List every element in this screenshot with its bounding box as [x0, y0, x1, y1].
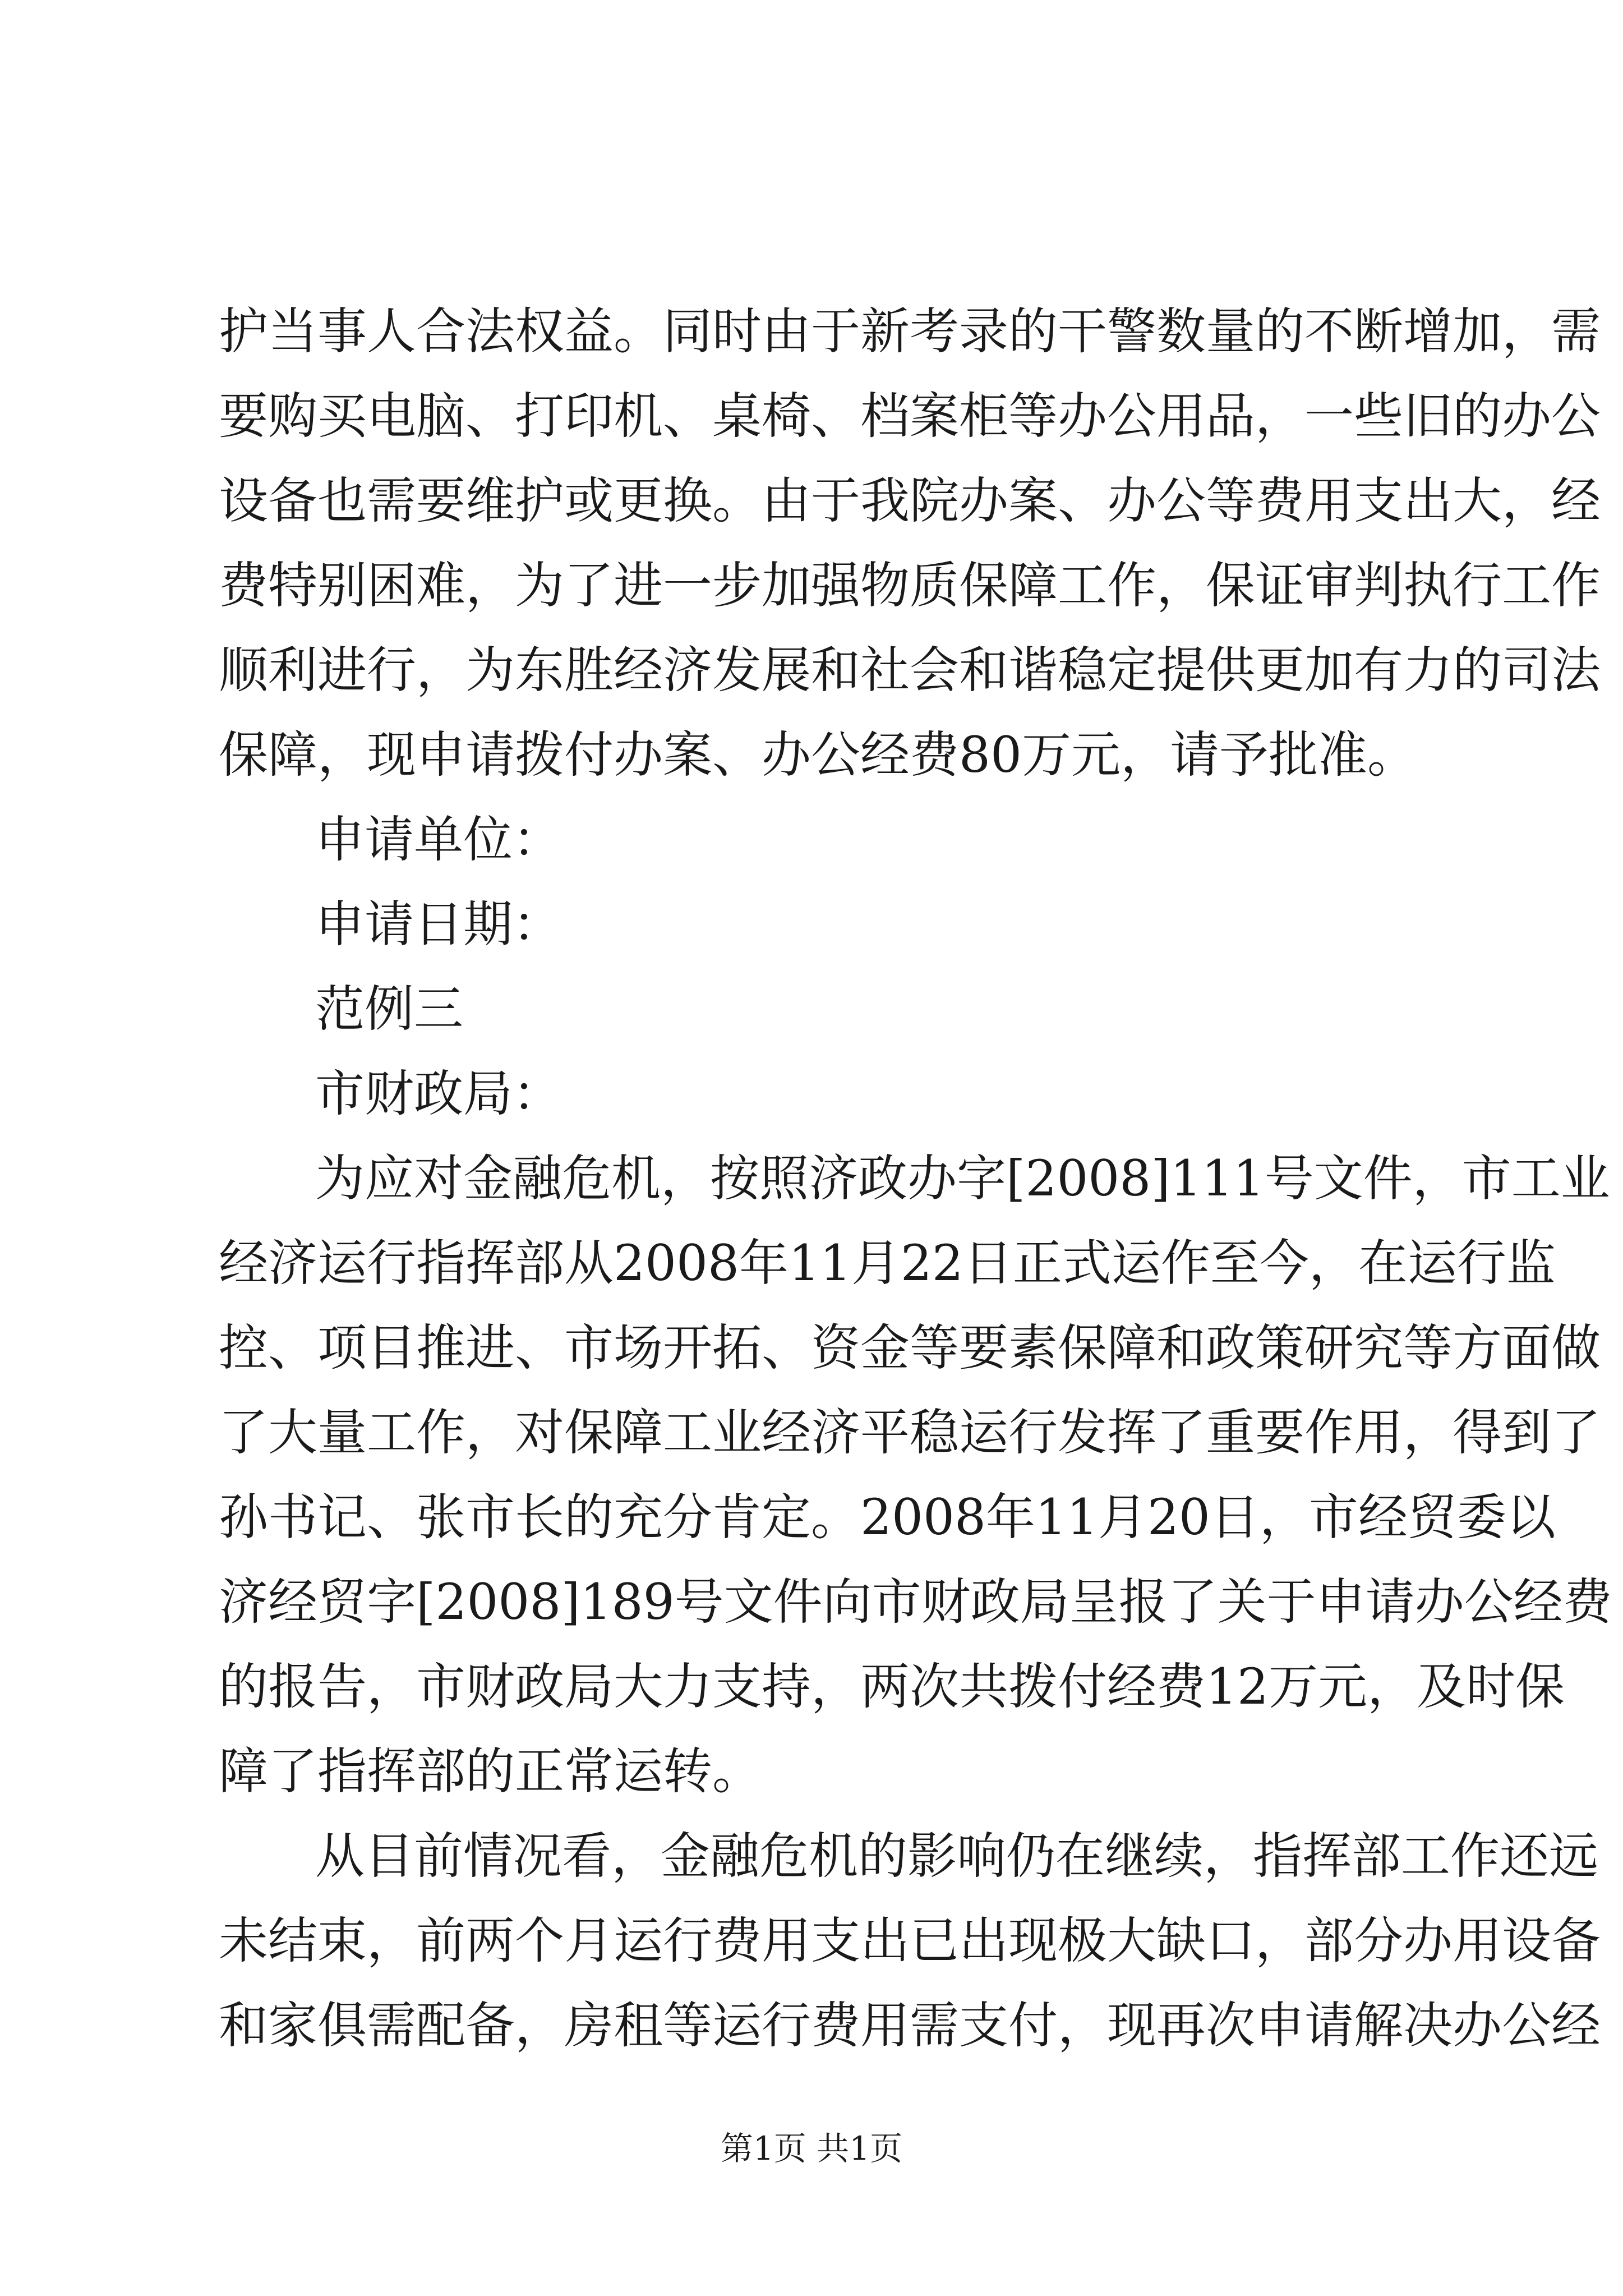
section-heading: 范例三	[315, 980, 464, 1038]
document-body	[219, 289, 1612, 2068]
text-line: 为应对金融危机，按照济政办字[2008]111号文件，市工业	[315, 1149, 1610, 1207]
text-line: 和家俱需配备，房租等运行费用需支付，现再次申请解决办公经	[219, 1996, 1601, 2054]
page-footer: 第1页 共1页	[720, 2129, 903, 2168]
text-line: 费特别困难，为了进一步加强物质保障工作，保证审判执行工作	[219, 556, 1601, 614]
text-line: 了大量工作，对保障工业经济平稳运行发挥了重要作用，得到了	[219, 1404, 1601, 1461]
text-line: 从目前情况看，金融危机的影响仍在继续，指挥部工作还远	[315, 1827, 1599, 1885]
text-line: 的报告，市财政局大力支持，两次共拨付经费12万元，及时保	[219, 1658, 1565, 1715]
text-line: 保障，现申请拨付办案、办公经费80万元，请予批准。	[219, 726, 1417, 784]
text-line: 孙书记、张市长的充分肯定。2008年11月20日，市经贸委以	[219, 1488, 1556, 1546]
text-line: 经济运行指挥部从2008年11月22日正式运作至今，在运行监	[219, 1234, 1556, 1292]
text-line: 要购买电脑、打印机、桌椅、档案柜等办公用品，一些旧的办公	[219, 387, 1601, 445]
text-line: 未结束，前两个月运行费用支出已出现极大缺口，部分办用设备	[219, 1912, 1601, 1970]
text-line: 济经贸字[2008]189号文件向市财政局呈报了关于申请办公经费	[219, 1573, 1612, 1631]
text-line: 障了指挥部的正常运转。	[219, 1742, 762, 1800]
text-line: 设备也需要维护或更换。由于我院办案、办公等费用支出大，经	[219, 472, 1601, 530]
text-line: 顺利进行，为东胜经济发展和社会和谐稳定提供更加有力的司法	[219, 641, 1601, 699]
addressee: 市财政局：	[315, 1065, 562, 1122]
text-line: 护当事人合法权益。同时由于新考录的干警数量的不断增加，需	[219, 302, 1601, 360]
application-date-label: 申请日期：	[315, 895, 562, 953]
applicant-unit-label: 申请单位：	[315, 811, 562, 868]
text-line: 控、项目推进、市场开拓、资金等要素保障和政策研究等方面做	[219, 1319, 1601, 1377]
